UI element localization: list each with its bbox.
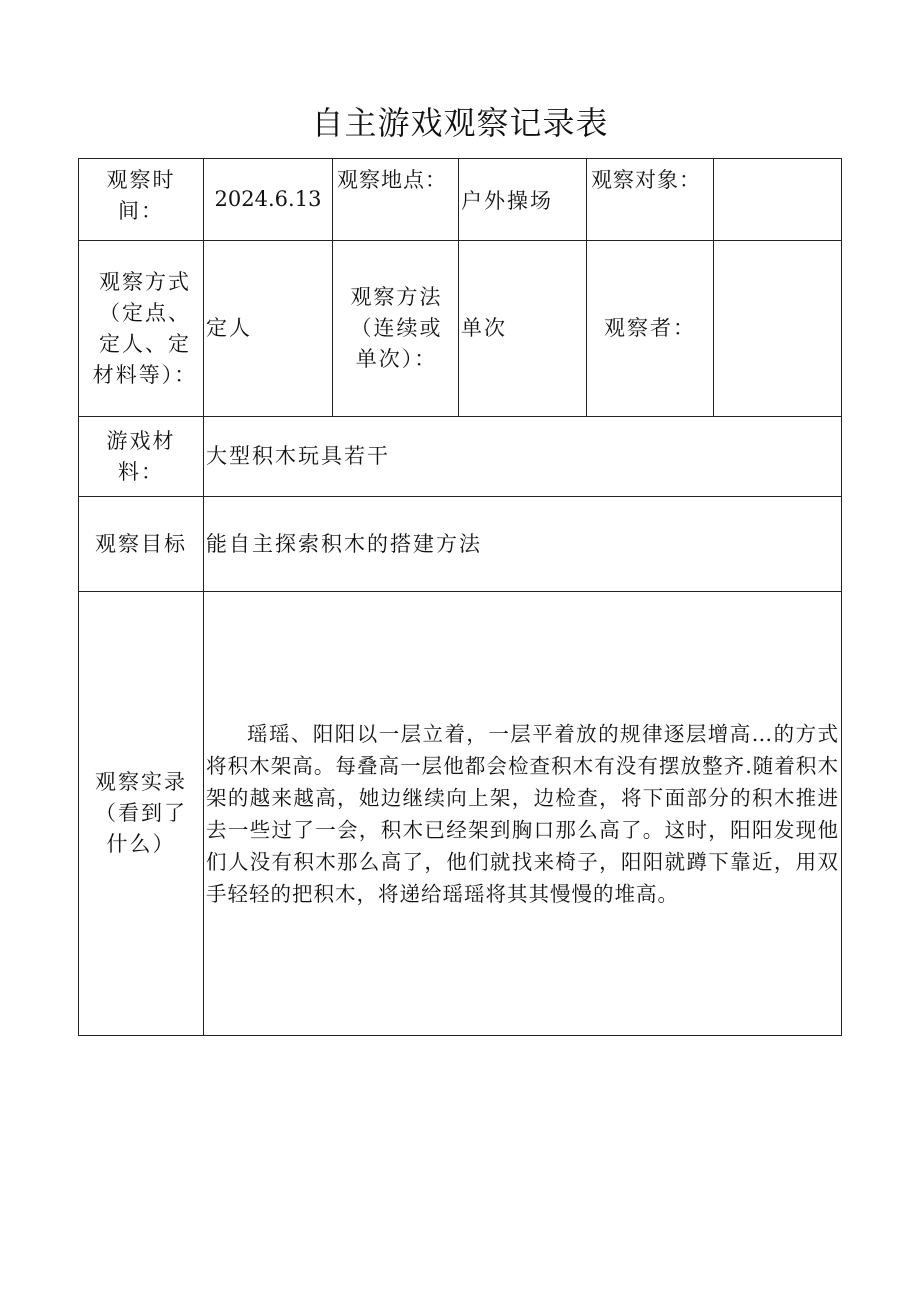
subject-label: 观察对象： — [587, 159, 714, 241]
time-label: 观察时间： — [79, 159, 204, 241]
time-value: 2024.6.13 — [204, 159, 333, 241]
material-value: 大型积木玩具若干 — [204, 417, 842, 497]
table-row — [79, 497, 842, 592]
observer-value — [714, 241, 842, 417]
record-label: 观察实录（看到了什么） — [79, 592, 204, 1036]
material-label: 游戏材料： — [79, 417, 204, 497]
record-text: 瑶瑶、阳阳以一层立着，一层平着放的规律逐层增高…的方式将积木架高。每叠高一层他都会检查积木有没有摆放整齐.随着积木架的越来越高，她边继续向上架，边检查，将下面部分的积木推进去一些过了一会，积木已经架到胸口那么高了。这时，阳阳发现他们人没有积木那么高了，他们就找来椅子，阳阳就蹲下靠近，用双手轻轻的把积木，将递给瑶瑶将其其慢慢的堆高。 — [206, 721, 839, 906]
observation-table — [78, 158, 842, 1036]
table-row — [79, 417, 842, 497]
observer-label: 观察者： — [587, 241, 714, 417]
goal-label: 观察目标 — [79, 497, 204, 592]
table-row — [79, 159, 842, 241]
method-value: 单次 — [459, 241, 587, 417]
method-label: 观察方法（连续或单次）： — [333, 241, 459, 417]
table-row — [79, 241, 842, 417]
mode-label: 观察方式（定点、定人、定材料等）： — [79, 241, 204, 417]
mode-value: 定人 — [204, 241, 333, 417]
place-value: 户外操场 — [459, 159, 587, 241]
record-cell — [204, 592, 842, 1036]
page-title: 自主游戏观察记录表 — [311, 104, 609, 142]
goal-value: 能自主探索积木的搭建方法 — [204, 497, 842, 592]
place-label: 观察地点： — [333, 159, 459, 241]
subject-value — [714, 159, 842, 241]
table-row — [79, 592, 842, 1036]
